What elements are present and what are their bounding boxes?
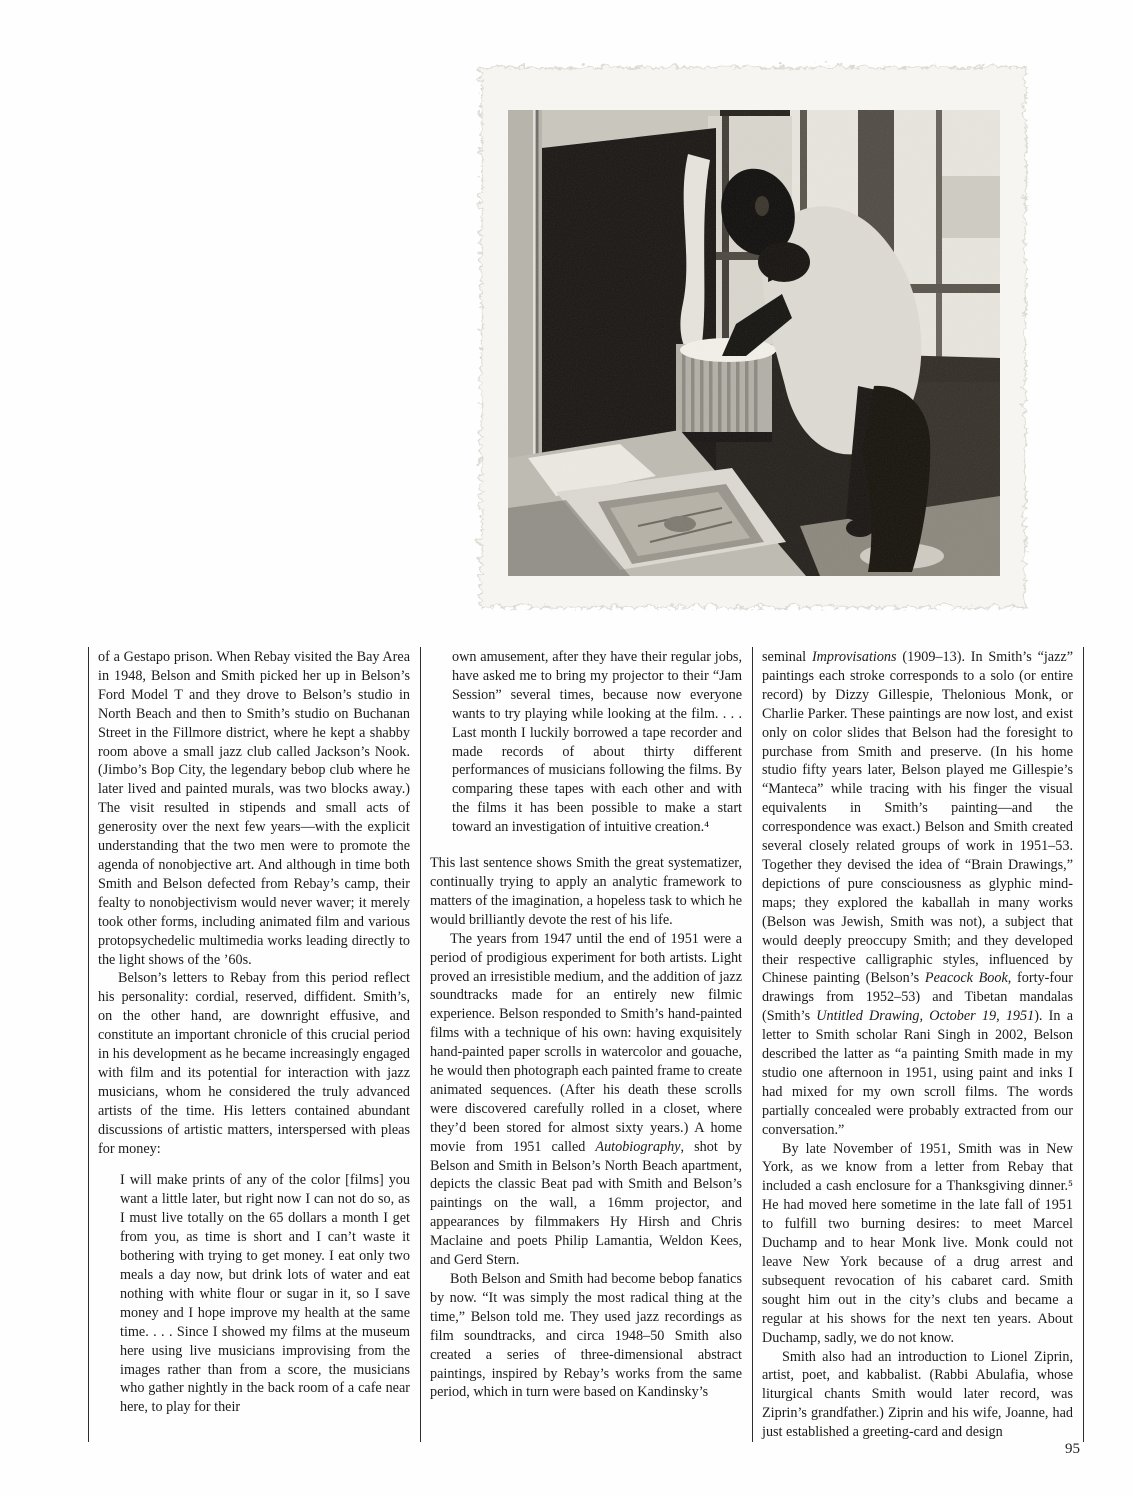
photo-image-area (508, 110, 1000, 576)
paragraph: The years from 1947 until the end of 1951 were a period of prodigious experiment for both artists. Light proved an irresistible medium, and the addition of jazz soundtracks made for an entirely new filmic experience. Belson responded to Smith’s hand-painted films with a technique of his own: having exquisitely hand-painted paper scrolls in watercolor and gouache, he would then photograph each painted frame to create animated sequences. (After his death these scrolls were discovered carefully rolled in a closet, where they’d been stored for almost sixty years.) A home movie from 1951 called Autobiography, shot by Belson and Smith in Belson’s North Beach apartment, depicts the classic Beat pad with Smith and Belson’s paintings on the wall, a 16mm projector, and appearances by filmmakers Hy Hirsh and Chris Maclaine and poets Philip Lamantia, Weldon Kees, and Gerd Stern. (430, 930, 742, 1269)
column-2 (420, 647, 752, 1442)
column-3 (752, 647, 1084, 1442)
paragraph: Both Belson and Smith had become bebop fanatics by now. “It was simply the most radical thing at the time,” Belson told me. They used jazz recordings as film soundtracks, and circa 1948–50 Smith also created a series of three-dimensional abstract paintings, inspired by Rebay’s works from the same period, which in turn were based on Kandinsky’s (430, 1271, 742, 1401)
paragraph: Belson’s letters to Rebay from this period reflect his personality: cordial, reserved, diffident. Smith’s, on the other hand, are downright effusive, and constitute an important chronicle of this crucial period in his development as he became increasingly engaged with film and its potential for interaction with jazz musicians, whom he considered the truly advanced artists of the time. His letters contained abundant discussions of artistic matters, interspersed with pleas for money: (98, 970, 410, 1157)
page-number: 95 (1065, 1441, 1080, 1457)
letter-extract-continuation: own amusement, after they have their regular jobs, have asked me to bring my projector to their “Jam Session” several times, because now everyone wants to try playing while looking at the film. . . . Last month I luckily borrowed a tape recorder and made records of about thirty different performances of musicians following the films. By comparing these tapes with each other and with the films it has been possible to make a start toward an investigation of intuitive creation.⁴ (452, 649, 742, 836)
letter-extract: I will make prints of any of the color [films] you want a little later, but right now I can not do so, as I must live totally on the 65 dollars a month I get from you, as time is short and I can’t waste it bothering with trying to get money. I eat only two meals a day now, but drink lots of water and eat nothing with white flour or sugar in it, so I save money and I hope improve my health at the same time. . . . Since I showed my films at the museum here using live musicians improvising from the images rather than from a score, the musicians who gather nightly in the back room of a cafe near here, to play for their (120, 1172, 410, 1416)
archival-photo (470, 56, 1032, 614)
paragraph: Smith also had an introduction to Lionel Ziprin, artist, poet, and kabbalist. (Rabbi Abulafia, whose liturgical chants Smith would later record, was Ziprin’s grandfather.) Ziprin and his wife, Joanne, had just established a greeting-card and design (762, 1348, 1073, 1441)
column-1 (88, 647, 420, 1442)
article-text (88, 647, 1085, 1442)
paragraph: seminal Improvisations (1909–13). In Smith’s “jazz” paintings each stroke corresponds to a solo (or entire record) by Dizzy Gillespie, Thelonious Monk, or Charlie Parker. These paintings are now lost, and exist only on color slides that Belson had the foresight to purchase from Smith and preserve. (In his home studio fifty years later, Belson played me Gillespie’s “Manteca” while tracing with his finger the visual equivalents in Smith’s painting—and the correspondence was exact.) Belson and Smith created several closely related groups of work in 1951–53. Together they devised the idea of “Brain Drawings,” depictions of pure consciousness as glyphic mind-maps; they explored the kaballah in many works (Belson was Jewish, Smith was not), a subject that would deeply preoccupy Smith; and they developed their respective calligraphic styles, influenced by Chinese painting (Belson’s Peacock Book, forty-four drawings from 1952–53) and Tibetan mandalas (Smith’s Untitled Drawing, October 19, 1951). In a letter to Smith scholar Rani Singh in 2002, Belson described the latter as “a painting Smith made in my studio one afternoon in 1951, using paint and inks I had mixed for my own scroll films. The words partially concealed were probably extracted from our conversation.” (762, 649, 1073, 1138)
paragraph: of a Gestapo prison. When Rebay visited the Bay Area in 1948, Belson and Smith picked her up in Belson’s Ford Model T and they drove to Belson’s studio in North Beach and then to Smith’s studio on Buchanan Street in the Fillmore district, where he kept a shabby room above a small jazz club called Jackson’s Nook. (Jimbo’s Bop City, the legendary bebop club where he later lived and painted murals, was two blocks away.) The visit resulted in stipends and small acts of generosity over the next few years—with the explicit understanding that the two men were to promote the agenda of nonobjective art. And although in time both Smith and Belson defected from Rebay’s camp, their fealty to nonobjectivism would never waver; it merely took other forms, including animated film and various protopsychedelic multimedia works leading directly to the light shows of the ’60s. (98, 649, 410, 968)
photo-illustration (470, 56, 1032, 614)
paragraph: This last sentence shows Smith the great systematizer, continually trying to apply an analytic framework to matters of the imagination, a hopeless task to which he would brilliantly devote the rest of his life. (430, 855, 742, 928)
paragraph: By late November of 1951, Smith was in New York, as we know from a letter from Rebay that included a cash enclosure for a Thanksgiving dinner.⁵ He had moved here sometime in the late fall of 1951 to fulfill two burning desires: to meet Marcel Duchamp and to hear Monk live. Monk could not leave New York because of a drug arrest and subsequent revocation of his cabaret card. Smith sought him out in the city’s clubs and became a regular at his shows for the next ten years. About Duchamp, sadly, we do not know. (762, 1140, 1073, 1346)
